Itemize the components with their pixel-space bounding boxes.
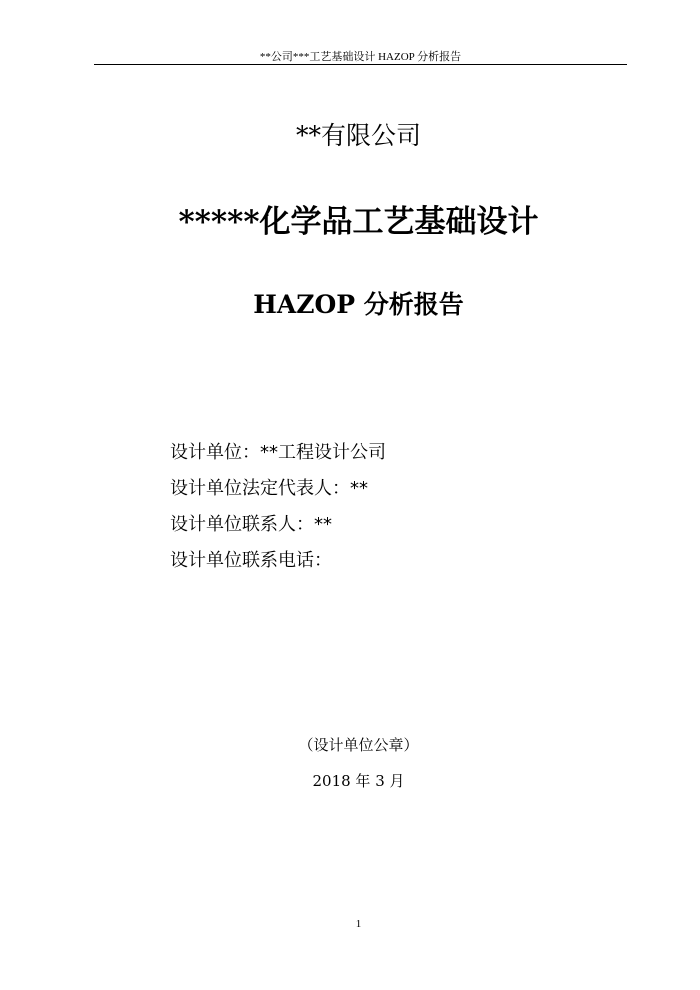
company-name: **有限公司 — [295, 121, 421, 150]
running-header: **公司***工艺基础设计 HAZOP 分析报告 — [259, 51, 462, 63]
document-title: *****化学品工艺基础设计 — [178, 204, 539, 240]
report-date: 2018 年 3 月 — [312, 772, 405, 790]
design-unit-info — [170, 439, 590, 583]
legal-representative-line: 设计单位法定代表人：** — [170, 478, 368, 499]
header-rule — [94, 64, 627, 65]
contact-phone-line: 设计单位联系电话： — [170, 550, 332, 571]
page-number: 1 — [355, 918, 362, 930]
official-seal-note: （设计单位公章） — [298, 736, 419, 754]
design-unit-line: 设计单位：**工程设计公司 — [170, 442, 386, 463]
document-subtitle: HAZOP 分析报告 — [253, 290, 464, 319]
contact-person-line: 设计单位联系人：** — [170, 514, 332, 535]
